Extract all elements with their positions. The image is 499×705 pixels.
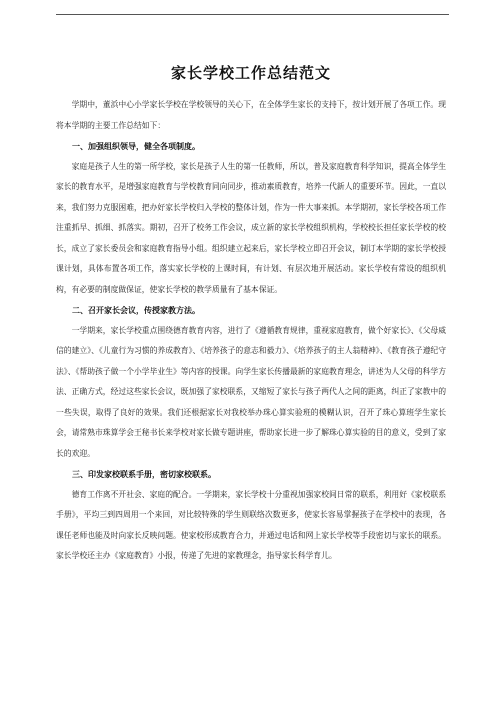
section-2-body: 一学期来，家长学校重点围绕德育教育内容，进行了《遵循教育规律，重视家庭教育，做个好家长》、《父母威信的建立》、《儿童行为习惯的养成教育》、《培养孩子的意志和毅力》、《培养孩子的主人翁精神》、《教育孩子遵纪守法》、《帮助孩子做一个小学毕业生》等内容的授课。向学生家长传播最新的家庭教育理念，讲述为人父母的科学方法、正确方式，经过这些家长会议，既加强了家校联系，又缩短了家长与孩子两代人之间的距离，纠正了家教中的一些失误，取得了良好的效果。我们还根据家长对我校举办珠心算实验班的模糊认识，召开了珠心算班学生家长会，请常熟市珠算学会王秘书长来学校对家长做专题讲座，帮助家长进一步了解珠心算实验的目的意义，受到了家长的欢迎。 — [56, 325, 446, 458]
section-3-body: 德育工作离不开社会、家庭的配合。一学期来，家长学校十分重视加强家校间日常的联系，利用好《家校联系手册》，平均三到四周用一个来回，对比较特殊的学生则联络次数更多，使家长容易掌握孩子在学校中的表现，各课任老师也能及时向家长反映问题。使家校形成教育合力，并通过电话和网上家长学校等手段密切与家长的联系。家长学校还主办《家庭教育》小报，传递了先进的家教理念，指导家长科学育儿。 — [56, 489, 446, 560]
section-2-heading: 二、召开家长会议，传授家教方法。 — [72, 305, 200, 315]
top-rule — [56, 14, 449, 15]
section-1-body: 家庭是孩子人生的第一所学校，家长是孩子人生的第一任教师，所以，普及家庭教育科学知识，提高全体学生家长的教育水平，是增强家庭教育与学校教育同向同步，推动素质教育，培养一代新人的重要环节。因此，一直以来，我们努力克服困难，把办好家长学校归入学校的整体计划，作为一件大事来抓。本学期初，家长学校各项工作注重抓早、抓细、抓落实。期初，召开了校务工作会议，成立新的家长学校组织机构，学校校长担任家长学校的校长，成立了家长委员会和家庭教育指导小组。组织建立起来后，家长学校立即召开会议，制订本学期的家长学校授课计划，具体布置各项工作，落实家长学校的上课时间，有计划、有层次地开展活动。家长学校有常设的组织机构，有必要的制度做保证，使家长学校的教学质量有了基本保证。 — [56, 161, 446, 294]
document-page — [56, 62, 446, 567]
document-title: 家长学校工作总结范文 — [170, 64, 331, 82]
section-3-heading: 三、印发家校联系手册，密切家校联系。 — [72, 469, 216, 479]
section-1-heading: 一、加强组织领导，健全各项制度。 — [72, 141, 200, 151]
intro-paragraph: 学期中，董浜中心小学家长学校在学校领导的关心下，在全体学生家长的支持下，按计划开展了各项工作。现将本学期的主要工作总结如下： — [56, 100, 446, 130]
